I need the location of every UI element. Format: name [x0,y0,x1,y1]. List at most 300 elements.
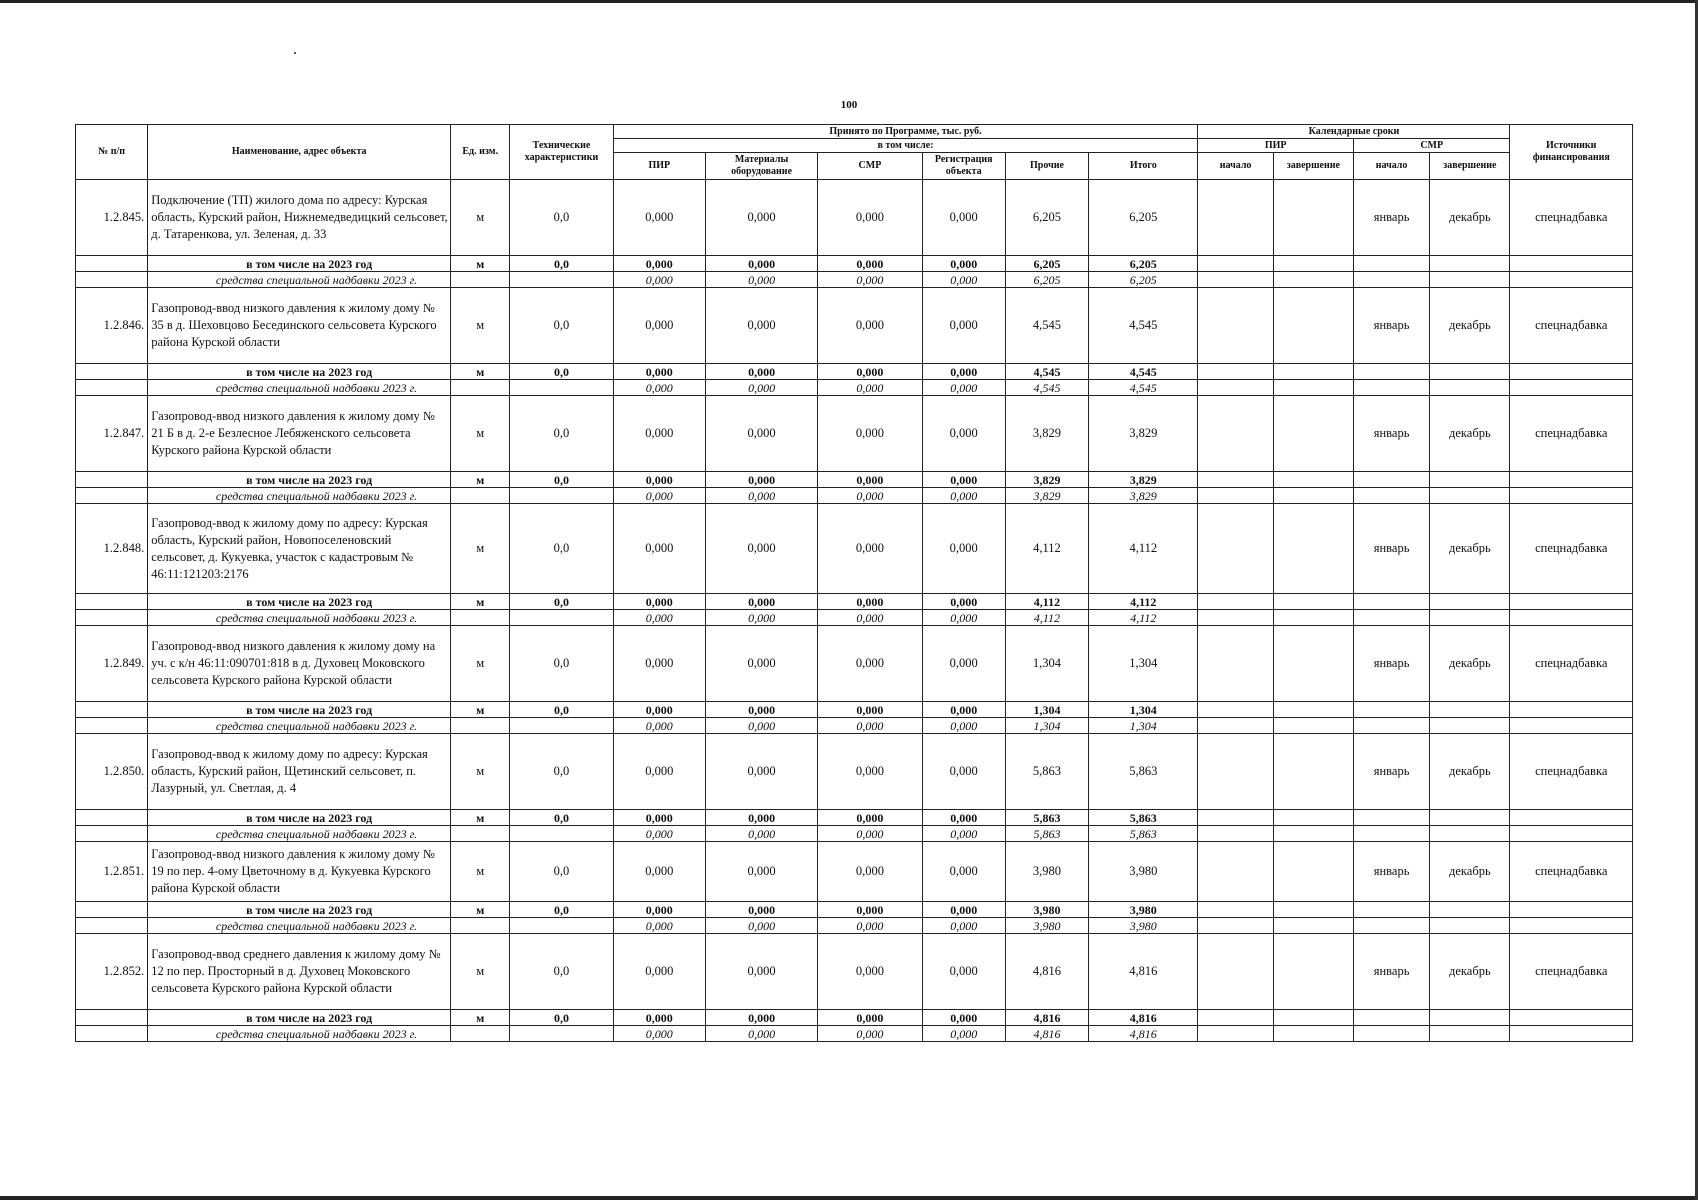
special-tech [510,718,613,734]
special-code [76,380,148,396]
object-tech: 0,0 [510,734,613,810]
special-smr-end [1430,488,1510,504]
year-label: в том числе на 2023 год [148,256,451,272]
object-pir: 0,000 [613,734,705,810]
object-registration: 0,000 [922,934,1005,1010]
object-materials: 0,000 [705,626,817,702]
special-row [76,380,1633,396]
year-label: в том числе на 2023 год [148,364,451,380]
object-registration: 0,000 [922,626,1005,702]
special-materials: 0,000 [705,826,817,842]
year-code [76,702,148,718]
year-code [76,594,148,610]
object-smr-end: декабрь [1430,934,1510,1010]
year-pir-start [1198,594,1273,610]
object-other: 4,545 [1005,288,1088,364]
page-number: 100 [840,99,858,111]
year-materials: 0,000 [705,594,817,610]
year-total: 3,980 [1089,902,1198,918]
special-source [1510,610,1633,626]
year-label: в том числе на 2023 год [148,594,451,610]
special-smr: 0,000 [818,380,922,396]
object-unit: м [451,288,510,364]
special-other: 3,829 [1005,488,1088,504]
year-tech: 0,0 [510,472,613,488]
special-source [1510,488,1633,504]
year-unit: м [451,594,510,610]
special-total: 1,304 [1089,718,1198,734]
year-label: в том числе на 2023 год [148,472,451,488]
year-smr-end [1430,594,1510,610]
special-smr: 0,000 [818,610,922,626]
object-row [76,396,1633,472]
header-smr-start: начало [1353,153,1429,180]
object-smr-start: январь [1353,504,1429,594]
year-total: 4,816 [1089,1010,1198,1026]
object-pir-end [1273,626,1353,702]
object-total: 6,205 [1089,180,1198,256]
year-code [76,472,148,488]
header-pir-end: завершение [1273,153,1353,180]
year-total: 1,304 [1089,702,1198,718]
year-pir: 0,000 [613,702,705,718]
special-code [76,918,148,934]
object-source: спецнадбавка [1510,734,1633,810]
year-pir-start [1198,1010,1273,1026]
object-pir: 0,000 [613,180,705,256]
object-tech: 0,0 [510,504,613,594]
year-source [1510,902,1633,918]
object-tech: 0,0 [510,180,613,256]
special-pir-start [1198,272,1273,288]
special-registration: 0,000 [922,610,1005,626]
object-pir: 0,000 [613,934,705,1010]
year-label: в том числе на 2023 год [148,702,451,718]
object-other: 4,112 [1005,504,1088,594]
object-source: спецнадбавка [1510,504,1633,594]
object-smr-end: декабрь [1430,504,1510,594]
year-smr: 0,000 [818,472,922,488]
object-registration: 0,000 [922,180,1005,256]
special-pir: 0,000 [613,918,705,934]
object-smr: 0,000 [818,396,922,472]
header-sources: Источники финансирования [1510,125,1633,180]
special-label: средства специальной надбавки 2023 г. [148,272,451,288]
special-source [1510,1026,1633,1042]
object-smr: 0,000 [818,734,922,810]
special-code [76,1026,148,1042]
special-smr-start [1353,488,1429,504]
object-tech: 0,0 [510,842,613,902]
object-unit: м [451,626,510,702]
object-code: 1.2.851. [76,842,148,902]
object-row [76,842,1633,902]
year-tech: 0,0 [510,702,613,718]
year-smr-start [1353,594,1429,610]
year-total: 4,112 [1089,594,1198,610]
year-code [76,364,148,380]
special-smr-end [1430,380,1510,396]
object-smr: 0,000 [818,842,922,902]
header-including: в том числе: [613,139,1198,153]
special-pir: 0,000 [613,380,705,396]
special-pir: 0,000 [613,610,705,626]
special-tech [510,1026,613,1042]
year-unit: м [451,364,510,380]
special-pir-start [1198,826,1273,842]
special-smr: 0,000 [818,718,922,734]
special-smr: 0,000 [818,272,922,288]
object-registration: 0,000 [922,396,1005,472]
year-code [76,902,148,918]
special-pir-start [1198,610,1273,626]
object-pir-start [1198,288,1273,364]
object-total: 3,829 [1089,396,1198,472]
object-smr-end: декабрь [1430,734,1510,810]
year-unit: м [451,810,510,826]
year-smr-start [1353,364,1429,380]
special-unit [451,380,510,396]
object-pir: 0,000 [613,396,705,472]
header-unit: Ед. изм. [451,125,510,180]
object-other: 6,205 [1005,180,1088,256]
year-other: 3,980 [1005,902,1088,918]
special-unit [451,918,510,934]
year-other: 3,829 [1005,472,1088,488]
special-code [76,826,148,842]
year-smr: 0,000 [818,256,922,272]
object-smr-end: декабрь [1430,626,1510,702]
object-tech: 0,0 [510,934,613,1010]
object-source: спецнадбавка [1510,180,1633,256]
year-pir-start [1198,810,1273,826]
year-pir: 0,000 [613,256,705,272]
year-pir: 0,000 [613,1010,705,1026]
year-tech: 0,0 [510,364,613,380]
object-row [76,180,1633,256]
object-code: 1.2.849. [76,626,148,702]
year-row [76,256,1633,272]
object-source: спецнадбавка [1510,288,1633,364]
object-name: Газопровод-ввод низкого давления к жилому дому на уч. с к/н 46:11:090701:818 в д. Духовец Моковского сельсовета Курского района Курской области [148,626,451,702]
object-materials: 0,000 [705,734,817,810]
year-other: 1,304 [1005,702,1088,718]
special-smr-start [1353,380,1429,396]
object-materials: 0,000 [705,504,817,594]
year-source [1510,702,1633,718]
header-smr: СМР [818,153,922,180]
special-source [1510,380,1633,396]
object-registration: 0,000 [922,734,1005,810]
special-row [76,718,1633,734]
object-smr-start: январь [1353,734,1429,810]
object-unit: м [451,504,510,594]
special-label: средства специальной надбавки 2023 г. [148,718,451,734]
year-registration: 0,000 [922,256,1005,272]
object-materials: 0,000 [705,396,817,472]
special-smr-end [1430,272,1510,288]
header-number: № п/п [76,125,148,180]
special-unit [451,718,510,734]
special-materials: 0,000 [705,718,817,734]
special-other: 1,304 [1005,718,1088,734]
year-pir-end [1273,902,1353,918]
object-code: 1.2.845. [76,180,148,256]
object-materials: 0,000 [705,842,817,902]
special-label: средства специальной надбавки 2023 г. [148,488,451,504]
year-source [1510,364,1633,380]
object-pir-end [1273,288,1353,364]
object-unit: м [451,734,510,810]
year-label: в том числе на 2023 год [148,902,451,918]
year-row [76,702,1633,718]
year-registration: 0,000 [922,472,1005,488]
year-registration: 0,000 [922,1010,1005,1026]
year-total: 6,205 [1089,256,1198,272]
year-pir: 0,000 [613,594,705,610]
year-smr: 0,000 [818,810,922,826]
object-tech: 0,0 [510,396,613,472]
year-pir-end [1273,810,1353,826]
year-row [76,364,1633,380]
special-other: 4,545 [1005,380,1088,396]
object-smr-end: декабрь [1430,288,1510,364]
special-smr-end [1430,826,1510,842]
year-total: 3,829 [1089,472,1198,488]
header-total: Итого [1089,153,1198,180]
year-label: в том числе на 2023 год [148,1010,451,1026]
special-row [76,610,1633,626]
special-other: 4,112 [1005,610,1088,626]
special-registration: 0,000 [922,918,1005,934]
object-name: Газопровод-ввод к жилому дому по адресу: Курская область, Курский район, Новопоселеновский сельсовет, д. Кукуевка, участок с кадастровым № 46:11:121203:2176 [148,504,451,594]
special-total: 5,863 [1089,826,1198,842]
object-materials: 0,000 [705,288,817,364]
header-calendar: Календарные сроки [1198,125,1510,139]
year-smr-start [1353,902,1429,918]
object-row [76,934,1633,1010]
special-pir-start [1198,1026,1273,1042]
special-smr-end [1430,718,1510,734]
object-total: 3,980 [1089,842,1198,902]
year-pir: 0,000 [613,472,705,488]
special-code [76,718,148,734]
object-row [76,288,1633,364]
object-materials: 0,000 [705,180,817,256]
special-row [76,918,1633,934]
special-unit [451,488,510,504]
object-source: спецнадбавка [1510,934,1633,1010]
special-unit [451,1026,510,1042]
special-label: средства специальной надбавки 2023 г. [148,1026,451,1042]
special-pir-end [1273,826,1353,842]
special-total: 4,816 [1089,1026,1198,1042]
year-materials: 0,000 [705,702,817,718]
object-total: 1,304 [1089,626,1198,702]
object-unit: м [451,180,510,256]
scan-speck [294,52,296,54]
object-pir-end [1273,734,1353,810]
special-unit [451,826,510,842]
year-code [76,256,148,272]
object-pir-end [1273,396,1353,472]
year-unit: м [451,902,510,918]
special-registration: 0,000 [922,380,1005,396]
header-registration: Регистрация объекта [922,153,1005,180]
year-registration: 0,000 [922,810,1005,826]
year-tech: 0,0 [510,256,613,272]
table-header [76,125,1633,180]
special-label: средства специальной надбавки 2023 г. [148,826,451,842]
year-smr-start [1353,1010,1429,1026]
special-label: средства специальной надбавки 2023 г. [148,380,451,396]
object-pir-start [1198,504,1273,594]
object-registration: 0,000 [922,504,1005,594]
year-smr-end [1430,902,1510,918]
year-pir-start [1198,256,1273,272]
year-other: 4,816 [1005,1010,1088,1026]
special-tech [510,918,613,934]
object-total: 4,545 [1089,288,1198,364]
object-code: 1.2.847. [76,396,148,472]
object-smr-end: декабрь [1430,180,1510,256]
special-pir-end [1273,610,1353,626]
object-smr-start: январь [1353,842,1429,902]
object-other: 3,980 [1005,842,1088,902]
special-smr: 0,000 [818,918,922,934]
year-row [76,472,1633,488]
special-other: 6,205 [1005,272,1088,288]
year-code [76,1010,148,1026]
special-registration: 0,000 [922,1026,1005,1042]
object-total: 4,112 [1089,504,1198,594]
special-pir: 0,000 [613,488,705,504]
scan-border-top [0,0,1698,3]
object-pir: 0,000 [613,504,705,594]
object-unit: м [451,842,510,902]
year-smr-end [1430,364,1510,380]
year-tech: 0,0 [510,810,613,826]
year-other: 5,863 [1005,810,1088,826]
year-materials: 0,000 [705,1010,817,1026]
special-code [76,488,148,504]
year-other: 6,205 [1005,256,1088,272]
year-smr: 0,000 [818,702,922,718]
object-smr-start: январь [1353,396,1429,472]
year-pir-start [1198,364,1273,380]
year-smr: 0,000 [818,364,922,380]
object-source: спецнадбавка [1510,396,1633,472]
year-source [1510,594,1633,610]
year-smr-start [1353,702,1429,718]
special-row [76,488,1633,504]
object-name: Газопровод-ввод среднего давления к жилому дому № 12 по пер. Просторный в д. Духовец Моковского сельсовета Курского района Курской области [148,934,451,1010]
object-materials: 0,000 [705,934,817,1010]
object-row [76,626,1633,702]
year-pir-end [1273,364,1353,380]
object-other: 1,304 [1005,626,1088,702]
special-smr: 0,000 [818,1026,922,1042]
special-materials: 0,000 [705,272,817,288]
year-registration: 0,000 [922,702,1005,718]
object-pir: 0,000 [613,842,705,902]
year-smr-start [1353,256,1429,272]
special-total: 6,205 [1089,272,1198,288]
object-registration: 0,000 [922,842,1005,902]
year-pir: 0,000 [613,902,705,918]
year-smr: 0,000 [818,902,922,918]
year-registration: 0,000 [922,902,1005,918]
object-smr: 0,000 [818,626,922,702]
table-body [76,180,1633,1042]
year-materials: 0,000 [705,902,817,918]
year-smr-end [1430,256,1510,272]
year-unit: м [451,472,510,488]
header-pir-start: начало [1198,153,1273,180]
special-smr: 0,000 [818,488,922,504]
program-table [75,124,1633,1042]
special-materials: 0,000 [705,918,817,934]
special-smr-start [1353,272,1429,288]
special-total: 4,112 [1089,610,1198,626]
year-smr-end [1430,472,1510,488]
special-code [76,272,148,288]
object-source: спецнадбавка [1510,842,1633,902]
year-pir-end [1273,472,1353,488]
special-pir-end [1273,718,1353,734]
year-other: 4,545 [1005,364,1088,380]
object-code: 1.2.852. [76,934,148,1010]
special-row [76,272,1633,288]
special-pir: 0,000 [613,718,705,734]
year-unit: м [451,702,510,718]
object-code: 1.2.848. [76,504,148,594]
object-unit: м [451,934,510,1010]
object-other: 4,816 [1005,934,1088,1010]
special-row [76,826,1633,842]
year-smr: 0,000 [818,594,922,610]
year-registration: 0,000 [922,594,1005,610]
special-smr-end [1430,918,1510,934]
special-label: средства специальной надбавки 2023 г. [148,918,451,934]
year-pir-start [1198,472,1273,488]
year-smr-end [1430,702,1510,718]
special-unit [451,272,510,288]
object-pir-start [1198,934,1273,1010]
object-smr-end: декабрь [1430,842,1510,902]
special-registration: 0,000 [922,718,1005,734]
special-pir: 0,000 [613,272,705,288]
special-materials: 0,000 [705,488,817,504]
year-tech: 0,0 [510,1010,613,1026]
object-code: 1.2.846. [76,288,148,364]
object-smr-start: январь [1353,934,1429,1010]
object-pir-start [1198,734,1273,810]
object-total: 4,816 [1089,934,1198,1010]
year-materials: 0,000 [705,256,817,272]
object-smr: 0,000 [818,934,922,1010]
year-pir-start [1198,902,1273,918]
header-name: Наименование, адрес объекта [148,125,451,180]
special-code [76,610,148,626]
special-smr-end [1430,1026,1510,1042]
object-name: Газопровод-ввод низкого давления к жилому дому № 19 по пер. 4-ому Цветочному в д. Кукуевка Курского района Курской области [148,842,451,902]
year-pir-end [1273,256,1353,272]
special-tech [510,272,613,288]
object-pir-start [1198,626,1273,702]
object-smr-start: январь [1353,180,1429,256]
special-smr-start [1353,718,1429,734]
